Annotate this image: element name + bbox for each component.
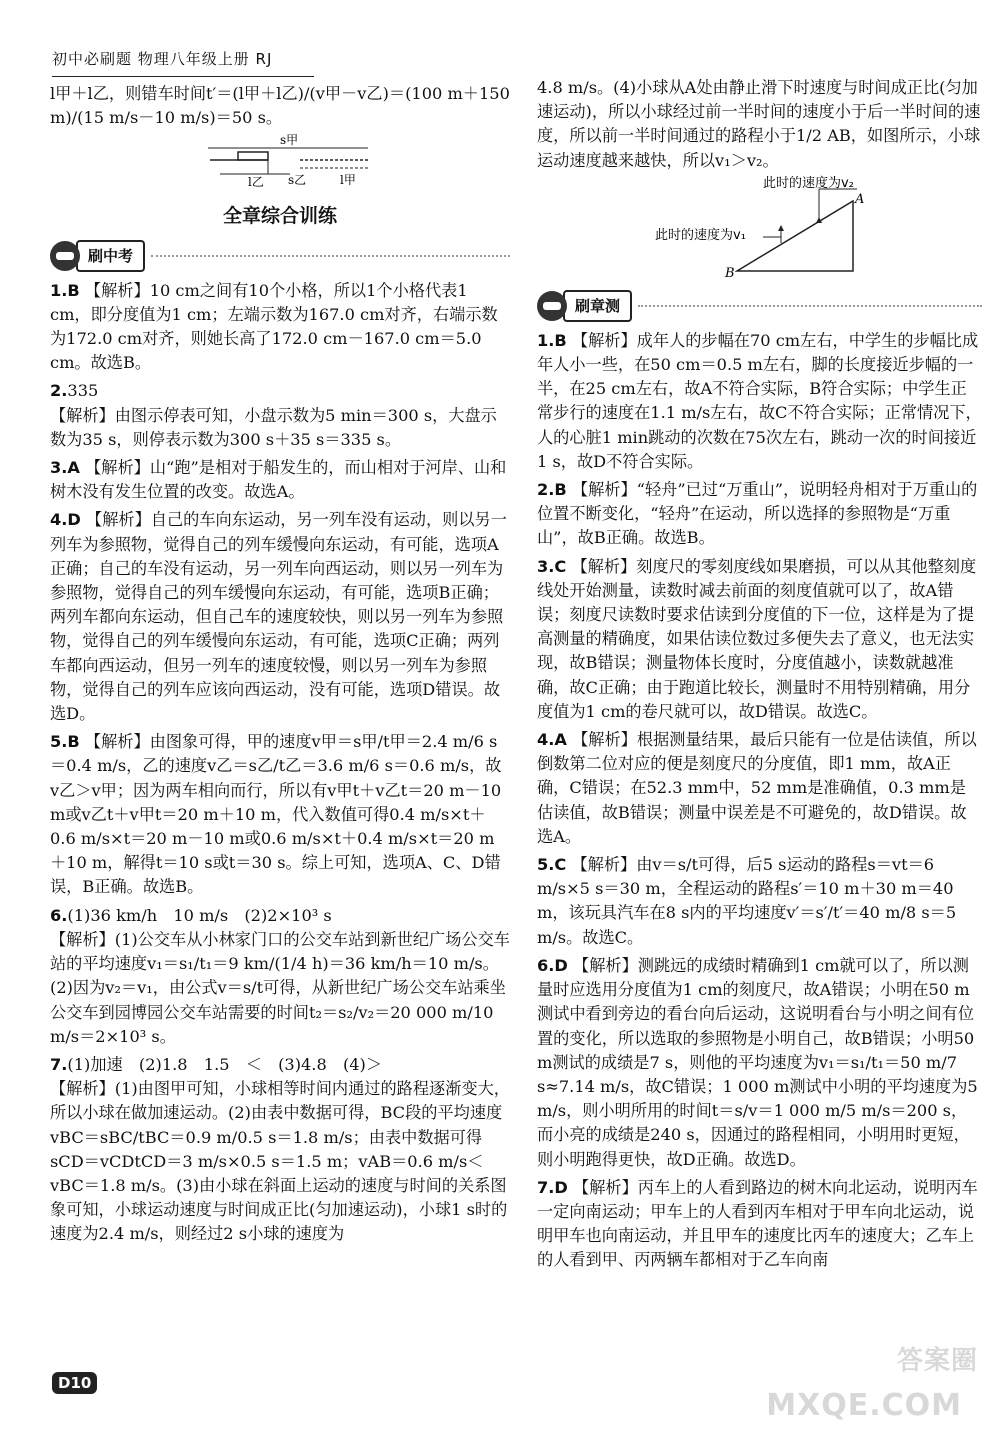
answer-item: 1.B 【解析】10 cm之间有10个小格，所以1个小格代表1 cm，即分度值为1 cm；左端示数为167.0 cm对齐，右端示数为172.0 cm对齐，则她长高了172.0 cm－167.0 cm＝5.0 cm。故选B。 bbox=[50, 280, 498, 373]
badge-label: 刷中考 bbox=[76, 240, 145, 272]
answer-item: 4.D 【解析】自己的车向东运动，另一列车没有运动，则以另一列车为参照物，觉得自己的列车缓慢向东运动，有可能，选项A正确；自己的车没有运动，另一列车向西运动，则以另一列车为参照物，觉得自己的列车缓慢向东运动，有可能，选项B正确；两列车都向东运动，但自己车的速度较快，则以另一列车为参照物，觉得自己的列车缓慢向东运动，有可能，选项C正确；两列车都向西运动，但另一列车的速度较慢，则以另一列车为参照物，觉得自己的列车应该向西运动，没有可能，选项D错误。故选D。 bbox=[50, 510, 507, 724]
answer-explanation: 【解析】由图示停表可知，小盘示数为5 min＝300 s，大盘示数为35 s，则停表示数为300 s＋35 s＝335 s。 bbox=[50, 405, 497, 449]
answer-item: 3.C 【解析】刻度尺的零刻度线如果磨损，可以从其他整刻度线处开始测量，读数时减去前面的刻度值就可以了，故A错误；刻度尺读数时要求估读到分度值的下一位，这样是为了提高测量的精确度，如果估读位数过多便失去了意义，也无法实现，故B错误；测量物体长度时，分度值越小，读数就越准确，故C正确；由于跑道比较长，测量时不用特别精确，用分度值为1 cm的卷尺就可以，故D错误。故选C。 bbox=[537, 556, 977, 721]
label-v2: 此时的速度为v₂ bbox=[763, 175, 854, 191]
answer-item: 7.(1)加速 (2)1.8 1.5 ＜ (3)4.8 (4)＞ bbox=[50, 1054, 383, 1074]
answer-explanation: 【解析】(1)由图甲可知，小球相等时间内通过的路程逐渐变大，所以小球在做加速运动。(2)由表中数据可得，BC段的平均速度vBC＝sBC/tBC＝0.9 m/0.5 s＝1.8 m/s；由表中数据可得sCD＝vCDtCD＝3 m/s×0.5 s＝1.5 m；vAB＝0.6 m/s＜vBC＝1.8 m/s。(3)由小球在斜面上运动的速度与时间的关系图象可知，小球运动速度与时间成正比(匀加速运动)，小球1 s时的速度为2.4 m/s，则经过2 s小球的速度为 bbox=[50, 1079, 510, 1244]
header-rule bbox=[52, 76, 314, 77]
answer-explanation: 【解析】(1)公交车从小林家门口的公交车站到新世纪广场公交车站的平均速度v₁＝s₁/t₁＝9 km/(1/4 h)＝36 km/h＝10 m/s。(2)因为v₂＝v₁，由公式v＝s/t可得，从新世纪广场公交车站乘坐公交车到园博园公交车站需要的时间t₂＝s₂/v₂＝20 000 m/10 m/s＝2×10³ s。 bbox=[50, 929, 510, 1046]
incline-diagram bbox=[537, 173, 982, 283]
label-a: A bbox=[855, 191, 865, 207]
answer-item: 2.B 【解析】“轻舟”已过“万重山”，说明轻舟相对于万重山的位置不断变化，“轻舟”在运动，所以选择的参照物是“万重山”，故B正确。故选B。 bbox=[537, 480, 978, 548]
badge-divider bbox=[151, 255, 510, 257]
answer-item: 6.D 【解析】测跳远的成绩时精确到1 cm就可以了，所以测量时应选用分度值为1 cm的刻度尺，故A错误；小明在50 m测试中看到旁边的看台向后运动，这说明看台与小明之间有位置的变化，所以选取的参照物是小明自己，故B错误；小明50 m测试的成绩是7 s，则他的平均速度为v₁＝s₁/t₁＝50 m/7 s≈7.14 m/s，故C错误；1 000 m测试中小明的平均速度为5 m/s，则小明所用的时间t＝s/v＝1 000 m/5 m/s＝200 s，而小亮的成绩是240 s，因通过的路程相同，小明用时更短，则小明跑得更快，故D正确。故选D。 bbox=[537, 955, 978, 1169]
answer-item: 3.A 【解析】山“跑”是相对于船发生的，而山相对于河岸、山和树木没有发生位置的改变。故选A。 bbox=[50, 458, 507, 502]
right-intro: 4.8 m/s。(4)小球从A处由静止滑下时速度与时间成正比(匀加速运动)，所以小球经过前一半时间的速度小于后一半时间的速度，所以前一半时间通过的路程小于1/2 AB，如图所示，小球运动速度越来越快，所以v₁＞v₂。 bbox=[537, 78, 981, 170]
answer-item: 2.335 bbox=[50, 381, 99, 401]
right-column bbox=[537, 76, 982, 1273]
section-title: 全章综合训练 bbox=[222, 205, 337, 228]
badge-icon bbox=[50, 241, 80, 271]
page-number: D10 bbox=[52, 1372, 97, 1394]
label-s-jia: s甲 bbox=[280, 133, 299, 148]
label-l-yi: l乙 bbox=[248, 175, 264, 189]
answer-item: 5.B 【解析】由图象可得，甲的速度v甲＝s甲/t甲＝2.4 m/6 s＝0.4 m/s，乙的速度v乙＝s乙/t乙＝3.6 m/6 s＝0.6 m/s，故v乙＞v甲；因为两车相向而行，所以有v甲t＋v乙t＝20 m－10 m或v乙t＋v甲t＝20 m＋10 m，代入数值可得0.4 m/s×t＋0.6 m/s×t＝20 m－10 m或0.6 m/s×t＋0.4 m/s×t＝20 m＋10 m，解得t＝10 s或t＝30 s。综上可知，选项A、C、D错误，B正确。故选B。 bbox=[50, 732, 502, 897]
watermark-logo: 答案圈 bbox=[896, 1346, 978, 1376]
badge-divider bbox=[638, 305, 982, 307]
train-passing-diagram bbox=[50, 130, 510, 188]
label-l-jia: l甲 bbox=[340, 173, 356, 188]
watermark-url: MXQE.COM bbox=[766, 1388, 962, 1423]
badge-zhangce bbox=[537, 289, 982, 323]
badge-zhongkao bbox=[50, 239, 510, 273]
answer-item: 6.(1)36 km/h 10 m/s (2)2×10³ s bbox=[50, 905, 332, 925]
label-v1: 此时的速度为v₁ bbox=[655, 227, 746, 243]
label-s-yi: s乙 bbox=[288, 173, 307, 188]
left-column bbox=[50, 82, 510, 1247]
answer-item: 7.D 【解析】丙车上的人看到路边的树木向北运动，说明丙车一定向南运动；甲车上的人看到丙车相对于甲车向北运动，说明甲车也向南运动，并且甲车的速度比丙车的速度大；乙车上的人看到甲、丙两辆车都相对于乙车向南 bbox=[537, 1177, 978, 1270]
answer-item: 4.A 【解析】根据测量结果，最后只能有一位是估读值，所以倒数第二位对应的便是刻度尺的分度值，即1 mm，故A正确，C错误；在52.3 mm中，52 mm是准确值，0.3 mm是估读值，故B错误；测量中误差是不可避免的，故D错误。故选A。 bbox=[537, 730, 977, 846]
badge-icon bbox=[537, 291, 567, 321]
answer-item: 1.B 【解析】成年人的步幅在70 cm左右，中学生的步幅比成年人小一些，在50 cm＝0.5 m左右，脚的长度接近步幅的一半，在25 cm左右，故A不符合实际，B符合实际；中学生正常步行的速度在1.1 m/s左右，故C不符合实际；正常情况下，人的心脏1 min跳动的次数在75次左右，跳动一次的时间接近1 s，故D不符合实际。 bbox=[537, 330, 982, 471]
badge-label: 刷章测 bbox=[563, 290, 632, 322]
label-b: B bbox=[725, 265, 735, 281]
answer-item: 5.C 【解析】由v＝s/t可得，后5 s运动的路程s＝vt＝6 m/s×5 s＝30 m，全程运动的路程s′＝10 m＋30 m＝40 m，该玩具汽车在8 s内的平均速度v′＝s′/t′＝40 m/8 s＝5 m/s。故选C。 bbox=[537, 855, 957, 947]
running-header: 初中必刷题 物理八年级上册 RJ bbox=[52, 50, 273, 68]
left-intro: l甲＋l乙，则错车时间t′＝(l甲＋l乙)/(v甲－v乙)＝(100 m＋150 m)/(15 m/s－10 m/s)＝50 s。 bbox=[50, 84, 510, 128]
